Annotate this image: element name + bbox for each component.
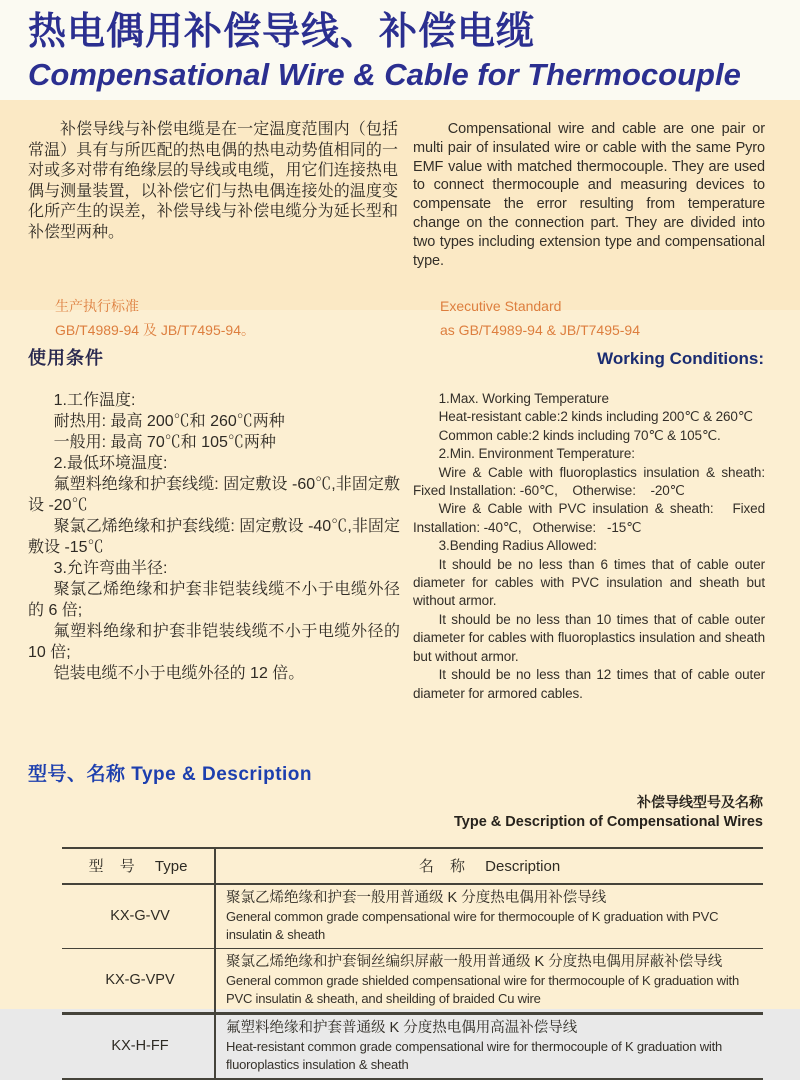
page-title-chinese: 热电偶用补偿导线、补偿电缆 [28,11,536,53]
working-conditions-chinese [28,390,400,703]
table-row [62,948,763,1013]
page-header [0,0,800,100]
condition-line: 3.Bending Radius Allowed: [438,538,597,554]
table-row [62,1013,763,1079]
intro-paragraph-chinese: 补偿导线与补偿电缆是在一定温度范围内（包括常温）具有与所匹配的热电偶的热电动势值相同的一对或多对带有绝缘层的导线或电缆，用它们连接热电偶与测量装置，以补偿它们与热电偶连接处的温度变化所产生的误差，补偿导线与补偿电缆分为延长型和补偿型两种。 [28,121,398,241]
working-conditions-heading-en: Working Conditions: [597,349,764,368]
condition-line: 2.最低环境温度: [53,455,168,472]
description-chinese: 聚氯乙烯绝缘和护套铜丝编织屏蔽一般用普通级 K 分度热电偶用屏蔽补偿导线 [226,953,723,970]
condition-line: Wire & Cable with fluoroplastics insulation & sheath: Fixed Installation: -60℃, Otherwise: -20℃ [413,464,765,499]
description-english: General common grade compensational wire for thermocouple of K graduation with PVC insulatin & sheath [226,908,719,942]
condition-line: 1.工作温度: [53,392,136,409]
table-subheading-zh: 补偿导线型号及名称 [637,793,763,810]
condition-line: It should be no less than 10 times that of cable outer diameter for cables with fluoroplastics insulation and sheath but without armor. [413,611,765,664]
cell-type-code: KX-G-VV [62,884,215,949]
condition-line: 聚氯乙烯绝缘和护套非铠装线缆不小于电缆外径的 6 倍; [28,581,400,619]
executive-standard-chinese [55,294,385,342]
condition-line: 2.Min. Environment Temperature: [438,446,635,462]
standard-label-en: Executive Standard [440,298,562,315]
standard-value-en: as GB/T4989-94 & JB/T7495-94 [440,322,640,339]
standard-value-zh: GB/T4989-94 及 JB/T7495-94。 [55,322,255,339]
column-header-type-zh: 型 号 [88,858,141,876]
description-chinese: 氟塑料绝缘和护套普通级 K 分度热电偶用高温补偿导线 [226,1019,578,1036]
type-description-heading: 型号、名称 Type & Description [28,763,313,785]
intro-paragraph-english: Compensational wire and cable are one pair or multi pair of insulated wire or cable with the same Pyro EMF value with matched thermocouple. They are used to connect thermocouple and measuring devices to compensate the error resulting from temperature change on the connection part. They are divided into two types including extension type and compensational type. [413,121,765,269]
condition-line: 3.允许弯曲半径: [53,560,168,577]
condition-line: Common cable:2 kinds including 70℃ & 105℃. [438,427,721,443]
description-chinese: 聚氯乙烯绝缘和护套一般用普通级 K 分度热电偶用补偿导线 [226,889,607,906]
description-english: General common grade shielded compensational wire for thermocouple of K graduation with PVC insulatin & sheath, and sheilding of braided Cu wire [226,972,740,1006]
column-header-type [62,848,215,884]
cell-type-code: KX-H-FF [62,1013,215,1079]
table-subheadings [0,792,800,833]
working-conditions-english [413,390,765,703]
condition-line: 一般用: 最高 70℃和 105℃两种 [53,434,276,451]
condition-line: 铠装电缆不小于电缆外径的 12 倍。 [53,665,305,682]
description-english: Heat-resistant common grade compensational wire for thermocouple of K graduation with fluoroplastics insulation & sheath [226,1038,723,1072]
working-conditions-columns [0,370,800,703]
standard-label-zh: 生产执行标准 [55,298,139,315]
condition-line: Wire & Cable with PVC insulation & sheath: Fixed Installation: -40℃, Otherwise: -15℃ [413,501,765,535]
condition-line: 氟塑料绝缘和护套线缆: 固定敷设 -60℃,非固定敷设 -20℃ [28,476,400,514]
type-table-body [62,884,763,1079]
condition-line: 1.Max. Working Temperature [438,391,609,406]
table-header-row [62,848,763,884]
intro-columns [0,120,800,270]
intro-section [0,100,800,339]
table-row [62,884,763,949]
condition-line: 氟塑料绝缘和护套非铠装线缆不小于电缆外径的 10 倍; [28,623,400,661]
column-header-description-en: Description [485,858,561,876]
condition-line: It should be no less than 6 times that of cable outer diameter for cables with PVC insulation and sheath but without armor. [413,556,765,609]
column-header-description [215,848,763,884]
column-header-description-zh: 名 称 [418,858,471,876]
working-conditions-heading-zh: 使用条件 [28,348,104,368]
condition-line: 耐热用: 最高 200℃和 260℃两种 [53,413,285,430]
cell-type-code: KX-G-VPV [62,948,215,1013]
condition-line: 聚氯乙烯绝缘和护套线缆: 固定敷设 -40℃,非固定敷设 -15℃ [28,518,400,556]
executive-standard-english [440,294,640,342]
cell-description [215,1013,763,1079]
cell-description [215,948,763,1013]
cell-description [215,884,763,949]
table-subheading-en: Type & Description of Compensational Wires [454,813,763,830]
column-header-type-en: Type [154,858,188,876]
condition-line: Heat-resistant cable:2 kinds including 200℃ & 260℃ [438,409,753,425]
type-description-table [62,847,763,1080]
condition-line: It should be no less than 12 times that of cable outer diameter for armored cables. [413,667,765,701]
page-title-english: Compensational Wire & Cable for Thermocouple [28,57,741,92]
